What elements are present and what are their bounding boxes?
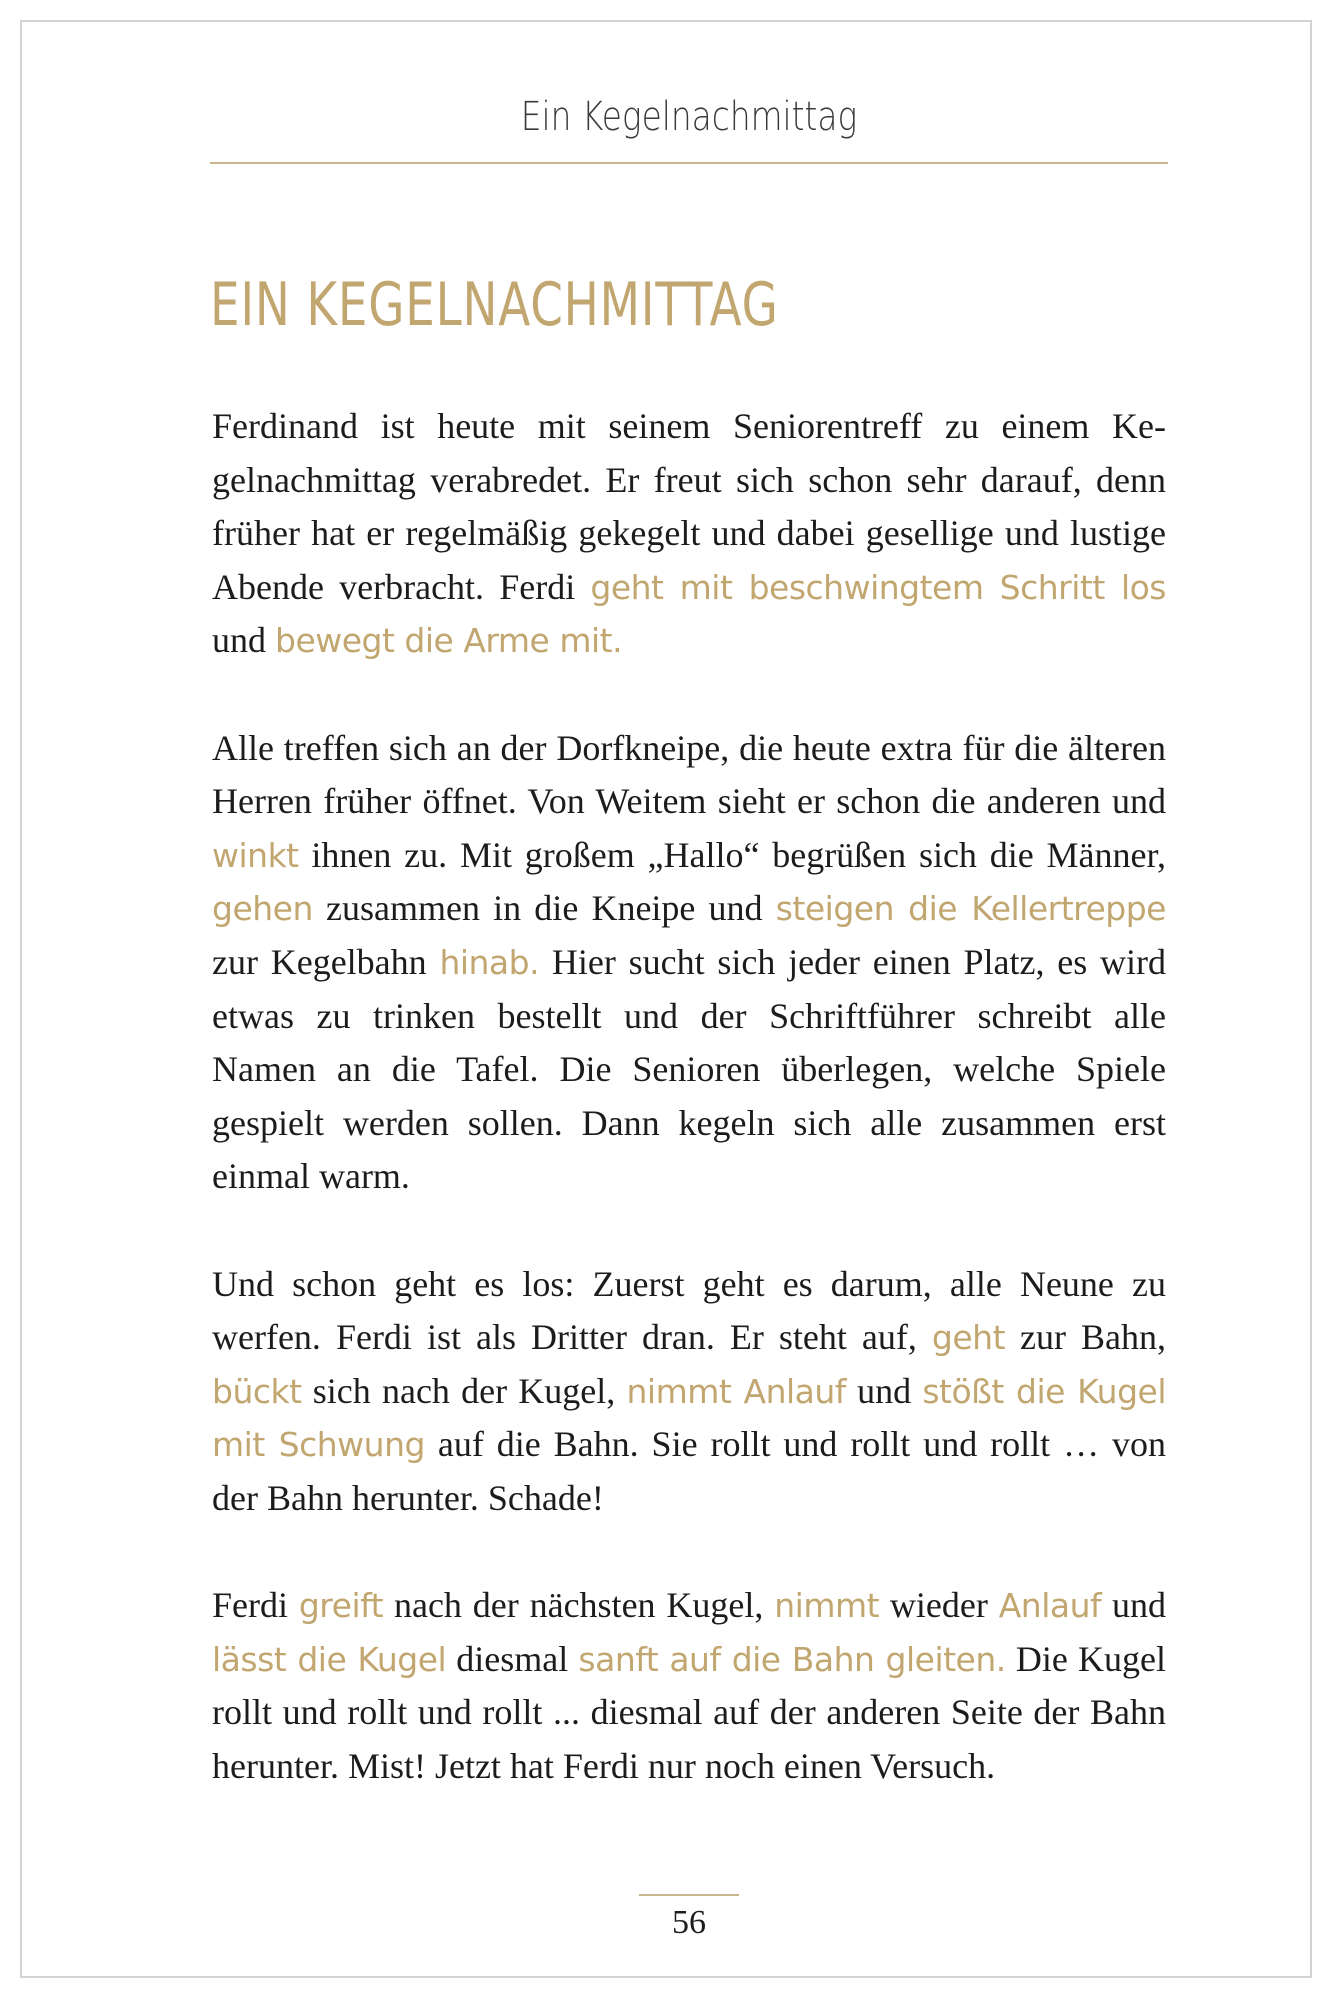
text-run: sich nach der Kugel, [301, 1370, 627, 1411]
highlighted-phrase: nimmt Anlauf [626, 1371, 846, 1411]
chapter-title: EIN KEGELNACHMITTAG [210, 270, 779, 340]
highlighted-phrase: bewegt die Arme mit. [275, 621, 623, 661]
highlighted-phrase: winkt [212, 835, 299, 875]
text-run: und [1101, 1585, 1166, 1626]
text-run: auf die Bahn. Sie rollt und rollt und rollt … von der Bahn herunter. Schade! [212, 1424, 1166, 1518]
highlighted-phrase: geht [931, 1318, 1006, 1358]
highlighted-phrase: geht mit beschwingtem Schritt los [590, 567, 1166, 607]
body-text [212, 400, 1166, 1847]
paragraph-2 [212, 722, 1166, 1204]
text-run: wieder [879, 1585, 999, 1626]
running-head: Ein Kegelnachmittag [520, 94, 858, 140]
highlighted-phrase: sanft auf die Bahn gleiten. [578, 1639, 1006, 1679]
book-page [20, 20, 1312, 1978]
highlighted-phrase: steigen die Kellertreppe [775, 889, 1166, 929]
text-run: zusammen in die Kneipe und [312, 888, 776, 929]
text-run: zur Kegelbahn [212, 941, 440, 982]
text-run: Ferdi [212, 1585, 299, 1626]
page-number: 56 [672, 1904, 706, 1941]
highlighted-phrase: Anlauf [998, 1586, 1102, 1626]
text-run: Die Kugel rollt und rollt und rollt ... diesmal auf der anderen Seite der Bahn herunter. Mist! Jetzt hat Ferdi nur noch einen Versuch. [212, 1638, 1166, 1786]
text-run: und [845, 1370, 923, 1411]
header-rule [210, 162, 1168, 164]
highlighted-phrase: hinab. [439, 942, 540, 982]
text-run: Alle treffen sich an der Dorfkneipe, die heute extra für die älteren Herren früher öffnet. Von Weitem sieht er schon die anderen und [212, 727, 1166, 822]
highlighted-phrase: nimmt [774, 1586, 880, 1626]
highlighted-phrase: bückt [212, 1371, 302, 1411]
paragraph-4 [212, 1579, 1166, 1793]
text-run: Und schon geht es los: Zuerst geht es darum, alle Neune zu werfen. Ferdi ist als Dritter dran. Er steht auf, [212, 1263, 1166, 1358]
highlighted-phrase: stößt die Kugel mit Schwung [212, 1371, 1166, 1465]
text-run: ihnen zu. Mit großem „Hallo“ begrüßen sich die Männer, [298, 834, 1166, 875]
text-run: nach der nächsten Kugel, [383, 1585, 775, 1626]
text-run: zur Bahn, [1005, 1317, 1166, 1358]
text-run: Hier sucht sich jeder einen Platz, es wird etwas zu trinken bestellt und der Schriftführer schreibt alle Namen an die Tafel. Die Senioren überlegen, welche Spiele gespielt werden sollen. Dann kegeln sich alle zusammen erst einmal warm. [212, 941, 1167, 1197]
paragraph-3 [212, 1258, 1166, 1526]
text-run: und [212, 620, 275, 661]
paragraph-1 [212, 400, 1166, 668]
highlighted-phrase: greift [298, 1586, 384, 1626]
text-run: diesmal [446, 1638, 579, 1679]
footer-rule [639, 1894, 739, 1896]
highlighted-phrase: gehen [212, 889, 313, 929]
text-run: Ferdinand ist heute mit seinem Seniorentreff zu einem Kegelnachmittag verabredet. Er freut sich schon sehr darauf, denn früher hat er regelmäßig gekegelt und dabei gesellige und lustige Abende verbracht. Ferdi [212, 406, 1166, 607]
highlighted-phrase: lässt die Kugel [212, 1639, 447, 1679]
